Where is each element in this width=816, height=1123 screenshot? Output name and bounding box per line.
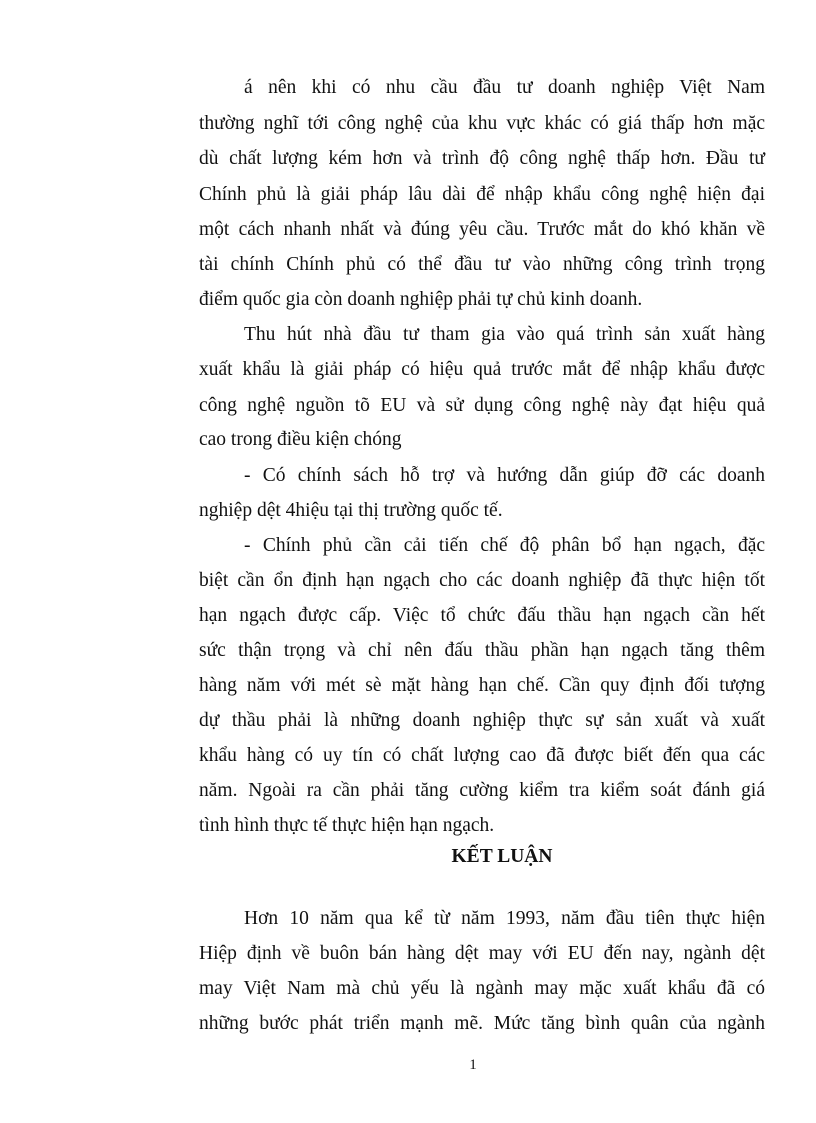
section-heading bbox=[199, 842, 765, 872]
text-line: Chính phủ là giải pháp lâu dài để nhập khẩu công nghệ hiện đại bbox=[199, 184, 765, 205]
text-line: may Việt Nam mà chủ yếu là ngành may mặc xuất khẩu đã có bbox=[199, 978, 765, 999]
text-line: công nghệ nguồn tõ EU và sử dụng công nghệ này đạt hiệu quả bbox=[199, 395, 765, 416]
text-line: nghiệp dệt 4hiệu tại thị trường quốc tế. bbox=[199, 500, 503, 521]
text-line: Thu hút nhà đầu tư tham gia vào quá trình sản xuất hàng bbox=[244, 324, 765, 345]
text-line: xuất khẩu là giải pháp có hiệu quả trước mắt để nhập khẩu được bbox=[199, 359, 765, 380]
page-number: 1 bbox=[469, 1057, 477, 1073]
text-line: một cách nhanh nhất và đúng yêu cầu. Trước mắt do khó khăn về bbox=[199, 219, 765, 240]
text-line: Hiệp định về buôn bán hàng dệt may với EU đến nay, ngành dệt bbox=[199, 943, 765, 964]
bullet-line: - Có chính sách hỗ trợ và hướng dẫn giúp đỡ các doanh bbox=[244, 465, 765, 486]
section-heading-text: KẾT LUẬN bbox=[451, 846, 553, 867]
text-line: dự thầu phải là những doanh nghiệp thực sự sản xuất và xuất bbox=[199, 710, 765, 731]
text-line: những bước phát triển mạnh mẽ. Mức tăng bình quân của ngành bbox=[199, 1013, 765, 1034]
text-line: khẩu hàng có uy tín có chất lượng cao đã được biết đến qua các bbox=[199, 745, 765, 766]
text-line: tài chính Chính phủ có thể đầu tư vào những công trình trọng bbox=[199, 254, 765, 275]
text-line: Hơn 10 năm qua kể từ năm 1993, năm đầu tiên thực hiện bbox=[244, 908, 765, 929]
text-line: sức thận trọng và chỉ nên đấu thầu phần hạn ngạch tăng thêm bbox=[199, 640, 765, 661]
text-line: hàng năm với mét sè mặt hàng hạn chế. Cần quy định đối tượng bbox=[199, 675, 765, 696]
text-line: biệt cần ổn định hạn ngạch cho các doanh nghiệp đã thực hiện tốt bbox=[199, 570, 765, 591]
text-line: cao trong điều kiện chóng bbox=[199, 429, 402, 450]
bullet-line: - Chính phủ cần cải tiến chế độ phân bổ hạn ngạch, đặc bbox=[244, 535, 765, 556]
text-line: hạn ngạch được cấp. Việc tổ chức đấu thầu hạn ngạch cần hết bbox=[199, 605, 765, 626]
text-line: điểm quốc gia còn doanh nghiệp phải tự chủ kinh doanh. bbox=[199, 289, 643, 310]
text-line: năm. Ngoài ra cần phải tăng cường kiểm tra kiểm soát đánh giá bbox=[199, 780, 765, 801]
text-line: á nên khi có nhu cầu đầu tư doanh nghiệp Việt Nam bbox=[244, 77, 765, 98]
text-line: tình hình thực tế thực hiện hạn ngạch. bbox=[199, 815, 495, 836]
text-line: thường nghĩ tới công nghệ của khu vực khác có giá thấp hơn mặc bbox=[199, 113, 765, 134]
text-line: dù chất lượng kém hơn và trình độ công nghệ thấp hơn. Đầu tư bbox=[199, 148, 765, 169]
